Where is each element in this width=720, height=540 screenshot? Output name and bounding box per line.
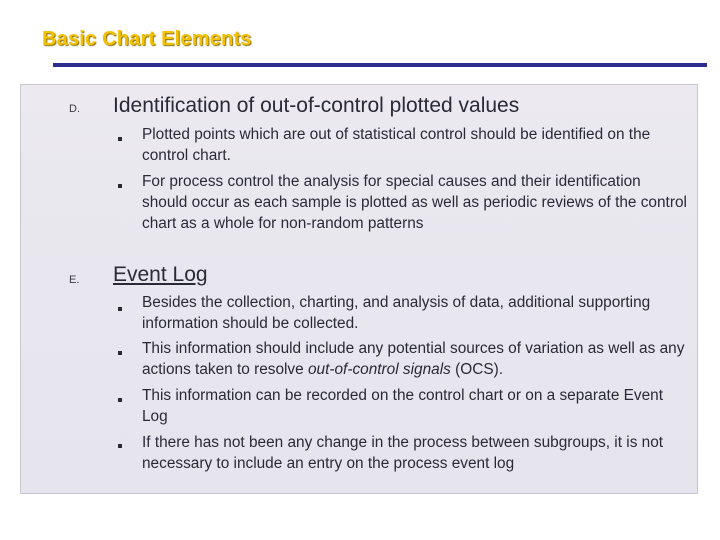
bullet-text: Plotted points which are out of statistical control should be identified on the control chart. <box>142 126 651 164</box>
bullet-icon <box>118 444 122 448</box>
bullet-icon <box>118 137 122 141</box>
bullet-text: If there has not been any change in the process between subgroups, it is not necessary to include an entry on the process event log <box>142 434 664 472</box>
slide-title: Basic Chart Elements <box>42 28 252 50</box>
bullet-text-italic: out-of-control signals <box>307 361 451 378</box>
bullet-icon <box>118 184 122 188</box>
bullet-icon <box>118 398 122 402</box>
bullet-text-part: This information should include any potential sources of variation as well as any actions taken to resolve <box>142 340 685 378</box>
section-heading: Identification of out-of-control plotted values <box>113 94 520 117</box>
bullet-text: Besides the collection, charting, and analysis of data, additional supporting information should be collected. <box>142 294 651 332</box>
bullet-text-part: (OCS). <box>450 361 503 378</box>
bullet-text: This information can be recorded on the control chart or on a separate Event Log <box>142 387 664 425</box>
section-letter: D. <box>69 103 80 115</box>
scanned-document <box>20 84 698 494</box>
bullet-icon <box>118 307 122 311</box>
section-letter: E. <box>69 274 80 286</box>
bullet-icon <box>118 351 122 355</box>
bullet-text: For process control the analysis for special causes and their identification should occur as each sample is plotted as well as periodic reviews of the control chart as a whole for non-random patterns <box>142 173 687 232</box>
section-heading: Event Log <box>113 263 208 286</box>
bullet-text <box>142 338 687 380</box>
title-underline-rule <box>53 63 707 67</box>
